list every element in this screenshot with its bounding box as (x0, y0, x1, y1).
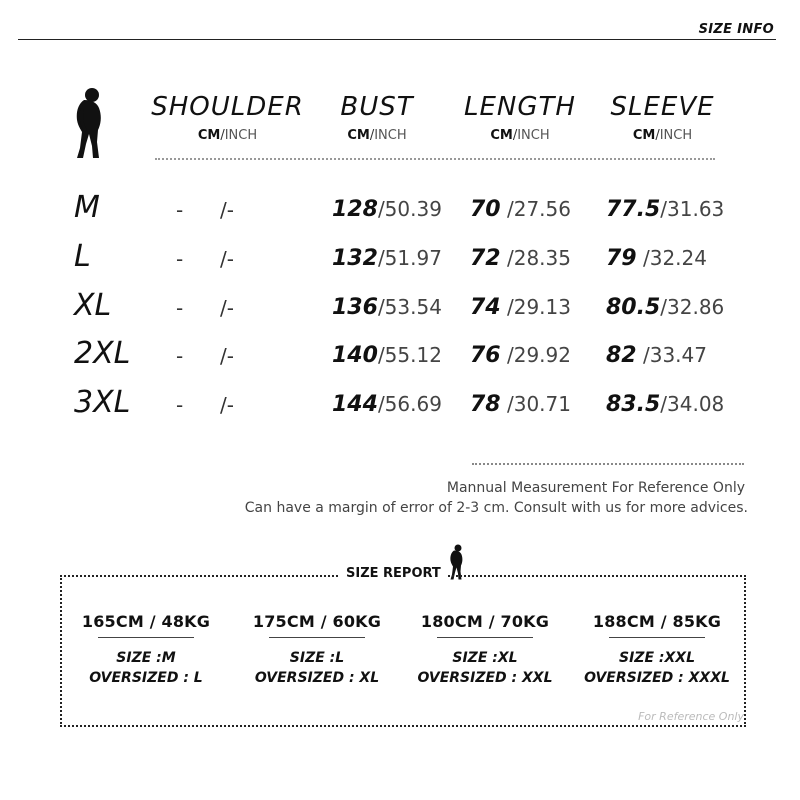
column-unit: CM/INCH (347, 128, 407, 143)
shoulder-cm: - (176, 344, 184, 368)
height-weight: 175CM / 60KG (252, 612, 382, 631)
column-header-bust (312, 92, 442, 143)
column-title: LENGTH (464, 92, 576, 122)
sleeve-value: 77.5/31.63 (606, 197, 725, 222)
report-item (232, 612, 402, 686)
length-value: 72 /28.35 (470, 246, 571, 271)
header-divider (18, 39, 776, 40)
length-value: 74 /29.13 (470, 295, 571, 320)
column-header-sleeve (600, 92, 725, 143)
shoulder-cm: - (176, 393, 184, 417)
recommended-size: SIZE :XXL (619, 650, 695, 666)
shoulder-inch: /- (220, 344, 234, 368)
shoulder-inch: /- (220, 247, 234, 271)
bust-value: 128/50.39 (332, 197, 442, 222)
header-dotted-divider (155, 158, 715, 160)
shoulder-inch: /- (220, 393, 234, 417)
report-item (61, 612, 231, 686)
height-weight: 180CM / 70KG (420, 612, 550, 631)
column-unit: CM/INCH (490, 128, 550, 143)
shoulder-cm: - (176, 296, 184, 320)
bust-value: 132/51.97 (332, 246, 442, 271)
length-value: 70 /27.56 (470, 197, 571, 222)
column-title: SLEEVE (610, 92, 715, 122)
shoulder-cm: - (176, 198, 184, 222)
size-report-title: SIZE REPORT (340, 566, 447, 581)
sleeve-value: 79 /32.24 (606, 246, 707, 271)
oversized-size: OVERSIZED : XL (254, 670, 380, 686)
column-title: SHOULDER (151, 92, 304, 122)
sleeve-value: 82 /33.47 (606, 343, 707, 368)
recommended-size: SIZE :L (289, 650, 345, 666)
column-header-length (455, 92, 585, 143)
report-item-divider (609, 637, 705, 638)
oversized-size: OVERSIZED : L (89, 670, 203, 686)
hunched-figure-icon (68, 86, 112, 160)
report-item-divider (437, 637, 533, 638)
sleeve-value: 80.5/32.86 (606, 295, 725, 320)
sleeve-value: 83.5/34.08 (606, 392, 725, 417)
size-label-2xl: 2XL (74, 336, 131, 371)
reference-footnote: For Reference Only (638, 710, 744, 723)
bust-value: 136/53.54 (332, 295, 442, 320)
size-label-l: L (74, 239, 91, 274)
column-unit: CM/INCH (197, 128, 258, 143)
column-header-shoulder (150, 92, 305, 143)
length-value: 78 /30.71 (470, 392, 571, 417)
report-item (572, 612, 742, 686)
oversized-size: OVERSIZED : XXXL (584, 670, 730, 686)
error-margin-note: Can have a margin of error of 2-3 cm. Consult with us for more advices. (244, 500, 748, 516)
height-weight: 165CM / 48KG (81, 612, 211, 631)
recommended-size: SIZE :M (116, 650, 176, 666)
shoulder-inch: /- (220, 198, 234, 222)
measurement-note: Mannual Measurement For Reference Only (446, 480, 745, 496)
bust-value: 140/55.12 (332, 343, 442, 368)
page-title: SIZE INFO (698, 22, 774, 37)
report-item (400, 612, 570, 686)
length-value: 76 /29.92 (470, 343, 571, 368)
size-label-3xl: 3XL (74, 385, 131, 420)
column-unit: CM/INCH (632, 128, 693, 143)
report-item-divider (98, 637, 194, 638)
height-weight: 188CM / 85KG (592, 612, 722, 631)
oversized-size: OVERSIZED : XXL (417, 670, 553, 686)
column-title: BUST (340, 92, 414, 122)
size-label-xl: XL (74, 288, 112, 323)
recommended-size: SIZE :XL (452, 650, 518, 666)
shoulder-inch: /- (220, 296, 234, 320)
shoulder-cm: - (176, 247, 184, 271)
size-label-m: M (74, 190, 100, 225)
notes-dotted-divider (472, 463, 744, 465)
bust-value: 144/56.69 (332, 392, 442, 417)
report-item-divider (269, 637, 365, 638)
